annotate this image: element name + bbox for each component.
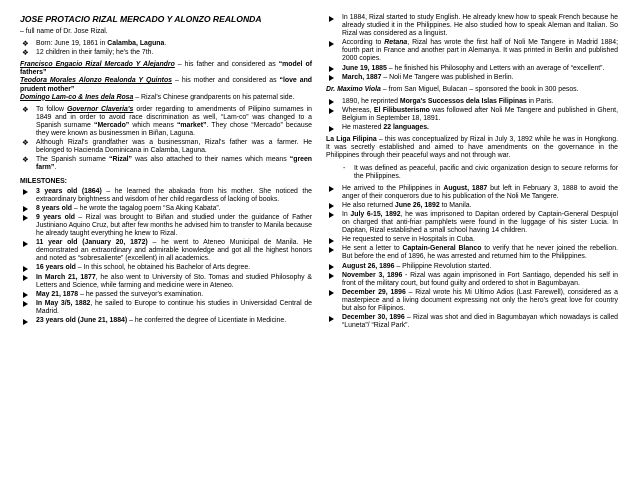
list-item: 1890, he reprinted Morga's Successos dela Islas Filipinas in Paris. [326, 98, 618, 106]
arrow-bullet-icon [23, 189, 28, 195]
list-item: December 30, 1896 – Rizal was shot and died in Bagumbayan which nowadays is called “Luneta”/ “Rizal Park”. [326, 314, 618, 330]
right-column [326, 14, 618, 493]
list-item: June 19, 1885 – he finished his Philosophy and Letters with an average of “excellent”. [326, 65, 618, 73]
list-item: May 21, 1878 – he passed the surveyor's examination. [20, 291, 312, 299]
liga-paragraph: La Liga Filipina – this was conceptualized by Rizal in July 3, 1892 while he was in Hongkong. It was secretly established and aimed to have amendments on the governance in the Philippines through their peaceful ways and not through war. [326, 136, 618, 160]
diamond-bullet-icon: ❖ [22, 104, 29, 114]
arrow-bullet-icon [329, 203, 334, 209]
diamond-bullet-icon: ❖ [22, 48, 29, 58]
list-item: ❖ To follow Governor Claveria's order regarding to amendments of Pilipino surnames in 1849 and in order to avoid race discrimination as well, “Lam-co” was changed to a Spanish surname “Mercado” which means “market”. They chose “Mercado” because they were known as businessmen in Biñan, Laguna. [22, 104, 312, 138]
diamond-bullet-icon: ❖ [22, 138, 29, 148]
list-item: - It was defined as peaceful, pacific and civic organization design to secure reforms for the Philippines. [343, 164, 618, 180]
arrow-bullet-icon [329, 290, 334, 296]
list-item: ❖ 12 children in their family; he's the 7th. [22, 48, 154, 58]
arrow-bullet-icon [329, 247, 334, 253]
document-subtitle: – full name of Dr. Jose Rizal. [20, 28, 108, 35]
arrow-bullet-icon [329, 238, 334, 244]
list-item: In 1884, Rizal started to study English. He already knew how to speak French because he already studied it in the Philippines. He also studied how to speak Aleman and Italian. So Rizal was considered as a linguist. [326, 14, 618, 38]
arrow-bullet-icon [329, 108, 334, 114]
milestones-list [20, 188, 312, 326]
list-item: 9 years old – Rizal was brought to Biñan and studied under the guidance of Father Justiniano Aquino Cruz, but after few months he advised him to transfer to Manila because he already taught everything he knew to Rizal. [20, 214, 312, 238]
father-name: Francisco Engacio Rizal Mercado Y Alejandro [20, 61, 175, 69]
arrow-bullet-icon [23, 266, 28, 272]
arrow-bullet-icon [329, 16, 334, 22]
arrow-bullet-icon [329, 186, 334, 192]
list-item: December 29, 1896 – Rizal wrote his Mi Ultimo Adios (Last Farewell), considered as a masterpiece and a living document expressing not only the hero's great love for country but also for Filipinos. [326, 289, 618, 313]
list-item: In March 21, 1877, he also went to University of Sto. Tomas and studied Philosophy & Letters and Science, while farming and medicine were in Ateneo. [20, 274, 312, 290]
viola-paragraph: Dr. Maximo Viola – from San Miguel, Bulacan – sponsored the book in 300 pesos. [326, 85, 579, 93]
study-list [326, 14, 618, 82]
list-item: 16 years old – In this school, he obtained his Bachelor of Arts degree. [20, 264, 312, 272]
arrow-bullet-icon [329, 75, 334, 81]
list-item: He sent a letter to Captain-General Blanco to verify that he never joined the rebellion. But before the end of 1896, he was arrested and returned him to the Philippines. [326, 245, 618, 261]
arrow-bullet-icon [23, 215, 28, 221]
surname-origin-list [20, 106, 312, 173]
list-item: He arrived to the Philippines in August, 1887 but left in February 3, 1888 to avoid the anger of their conquerors due to his publication of the Noli Me Tangere. [326, 185, 618, 201]
arrow-bullet-icon [23, 275, 28, 281]
mother-name: Teodora Morales Alonzo Realonda Y Quintos [20, 77, 173, 85]
arrow-bullet-icon [329, 126, 334, 132]
arrow-bullet-icon [329, 316, 334, 322]
list-item: He requested to serve in Hospitals in Cuba. [326, 236, 618, 244]
list-item: 23 years old (June 21, 1884) – he conferred the degree of Licentiate in Medicine. [20, 317, 312, 325]
arrow-bullet-icon [23, 301, 28, 307]
born-list [20, 40, 312, 57]
milestones-heading: MILESTONES: [20, 177, 67, 185]
list-item: ❖ The Spanish surname “Rizal” was also attached to their names which means “green farm”. [22, 155, 313, 172]
arrow-bullet-icon [329, 41, 334, 47]
arrow-bullet-icon [23, 241, 28, 247]
arrow-bullet-icon [329, 273, 334, 279]
arrow-bullet-icon [329, 99, 334, 105]
list-item: In July 6-15, 1892, he was imprisoned to Dapitan ordered by Captain-General Despujol on charged that anti-friar pamphlets were found in the luggage of his sister Lucia. In Dapitan, Rizal established a small school having 14 children. [326, 211, 618, 235]
list-item: August 26, 1896 – Philippine Revolution started. [326, 263, 618, 271]
document-title: JOSE PROTACIO RIZAL MERCADO Y ALONZO REALONDA [20, 14, 262, 24]
list-item: He mastered 22 languages. [326, 124, 618, 132]
list-item: According to Retana, Rizal has wrote the first half of Noli Me Tangere in Madrid 1884; fourth part in France and another part in Alemanya. It was printed in Berlin and published 2000 copies. [326, 39, 618, 63]
arrow-bullet-icon [329, 212, 334, 218]
list-item: ❖ Although Rizal's grandfather was a businessman, Rizal's father was a farmer. He belonged to Hacienda Dominicana in Calamba, Laguna. [22, 138, 312, 155]
list-item: ❖ Born: June 19, 1861 in Calamba, Laguna. [22, 39, 167, 49]
events-list [326, 185, 618, 331]
diamond-bullet-icon: ❖ [22, 39, 29, 49]
arrow-bullet-icon [23, 292, 28, 298]
list-item: He also returned June 26, 1892 to Manila. [326, 202, 618, 210]
arrow-bullet-icon [23, 206, 28, 212]
arrow-bullet-icon [329, 66, 334, 72]
diamond-bullet-icon: ❖ [22, 155, 29, 165]
list-item: 3 years old (1864) – he learned the abakada from his mother. She noticed the extraordinary brightness and wisdom of her child regardless of lacking of books. [20, 188, 312, 204]
list-item: In May 3/5, 1882, he sailed to Europe to continue his studies in Universidad Central de Madrid. [20, 300, 312, 316]
publication-list [326, 98, 618, 132]
list-item: 11 year old (January 20, 1872) – he went to Ateneo Municipal de Manila. He demonstrated an extraordinary and admirable knowledge and got all the highest honors and noted as “sobresaliente” (excellent) in all academics. [20, 239, 312, 263]
dash-bullet-icon: - [343, 164, 346, 172]
list-item: 8 years old – he wrote the tagalog poem “Sa Aking Kabata”. [20, 205, 312, 213]
list-item: March, 1887 – Noli Me Tangere was published in Berlin. [326, 74, 618, 82]
grandparents-name: Domingo Lam-co & Ines dela Rosa [20, 93, 134, 101]
list-item: Whereas, El Filibusterismo was followed after Noli Me Tangere and published in Ghent, Belgium in September 18, 1891. [326, 107, 618, 123]
liga-sublist [326, 165, 618, 181]
left-column [20, 14, 312, 493]
list-item: November 3, 1896 - Rizal was again imprisoned in Fort Santiago, depended his self in front of the military court, but found guilty and ordered to shot in Bagumbayan. [326, 272, 618, 288]
arrow-bullet-icon [23, 319, 28, 325]
arrow-bullet-icon [329, 264, 334, 270]
parents-paragraph: Francisco Engacio Rizal Mercado Y Alejandro – his father and considered as “model of fathers” Teodora Morales Alonzo Realonda Y Quintos – his mother and considered as “love and prudent mother” Domingo Lam-co & Ines dela Rosa – Rizal's Chinese grandparents on his paternal side. [20, 61, 312, 101]
